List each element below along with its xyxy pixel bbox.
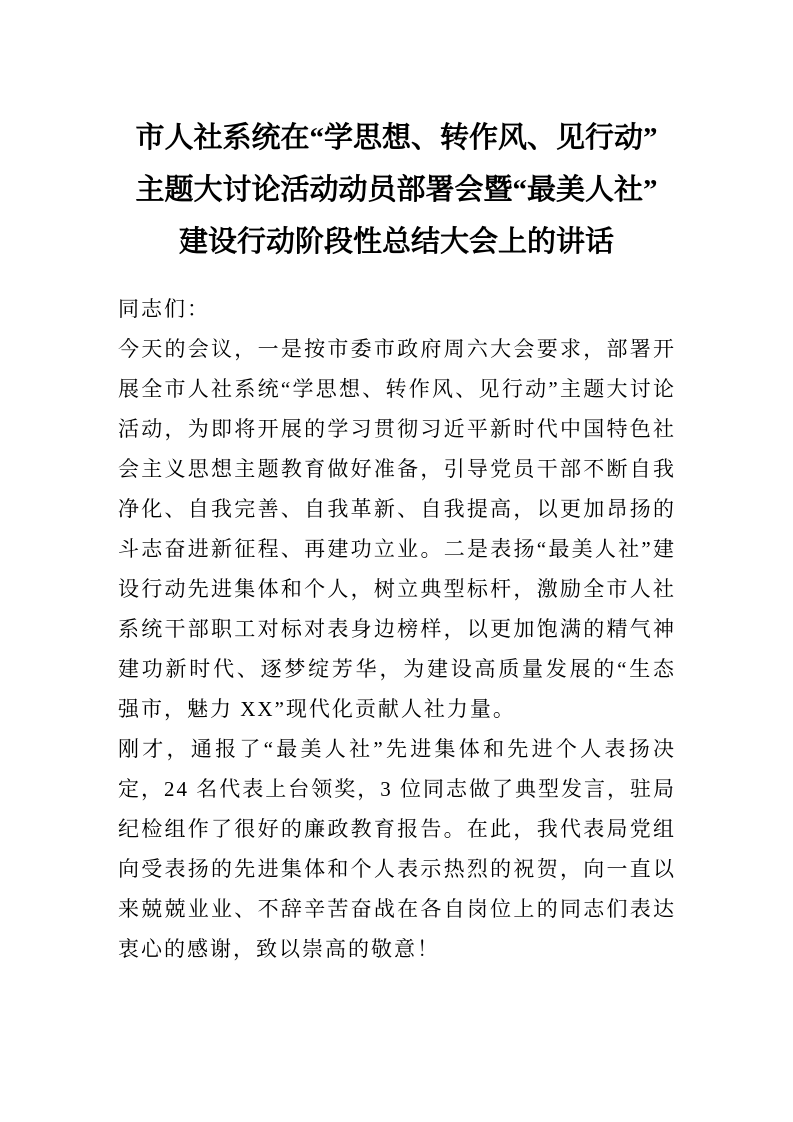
title-line-1: 市人社系统在“学思想、转作风、见行动” [135, 122, 658, 154]
title-line-2: 主题大讨论活动动员部署会暨“最美人社” [135, 174, 658, 206]
paragraph-1: 今天的会议，一是按市委市政府周六大会要求，部署开展全市人社系统“学思想、转作风、见行动”主题大讨论活动，为即将开展的学习贯彻习近平新时代中国特色社会主义思想主题教育做好准备，引导党员干部不断自我净化、自我完善、自我革新、自我提高，以更加昂扬的斗志奋进新征程、再建功立业。二是表扬“最美人社”建设行动先进集体和个人，树立典型标杆，激励全市人社系统干部职工对标对表身边榜样，以更加饱满的精气神建功新时代、逐梦绽芳华，为建设高质量发展的“生态强市，魅力 XX”现代化贡献人社力量。 [118, 337, 676, 721]
paragraph-2: 刚才，通报了“最美人社”先进集体和先进个人表扬决定，24 名代表上台领奖，3 位同志做了典型发言，驻局纪检组作了很好的廉政教育报告。在此，我代表局党组向受表扬的先进集体和个人表示热烈的祝贺，向一直以来兢兢业业、不辞辛苦奋战在各自岗位上的同志们表达衷心的感谢，致以崇高的敬意！ [118, 737, 676, 961]
salutation: 同志们： [118, 297, 210, 321]
title-line-3: 建设行动阶段性总结大会上的讲话 [178, 226, 614, 258]
document-title [60, 112, 733, 268]
document-body [118, 268, 676, 969]
